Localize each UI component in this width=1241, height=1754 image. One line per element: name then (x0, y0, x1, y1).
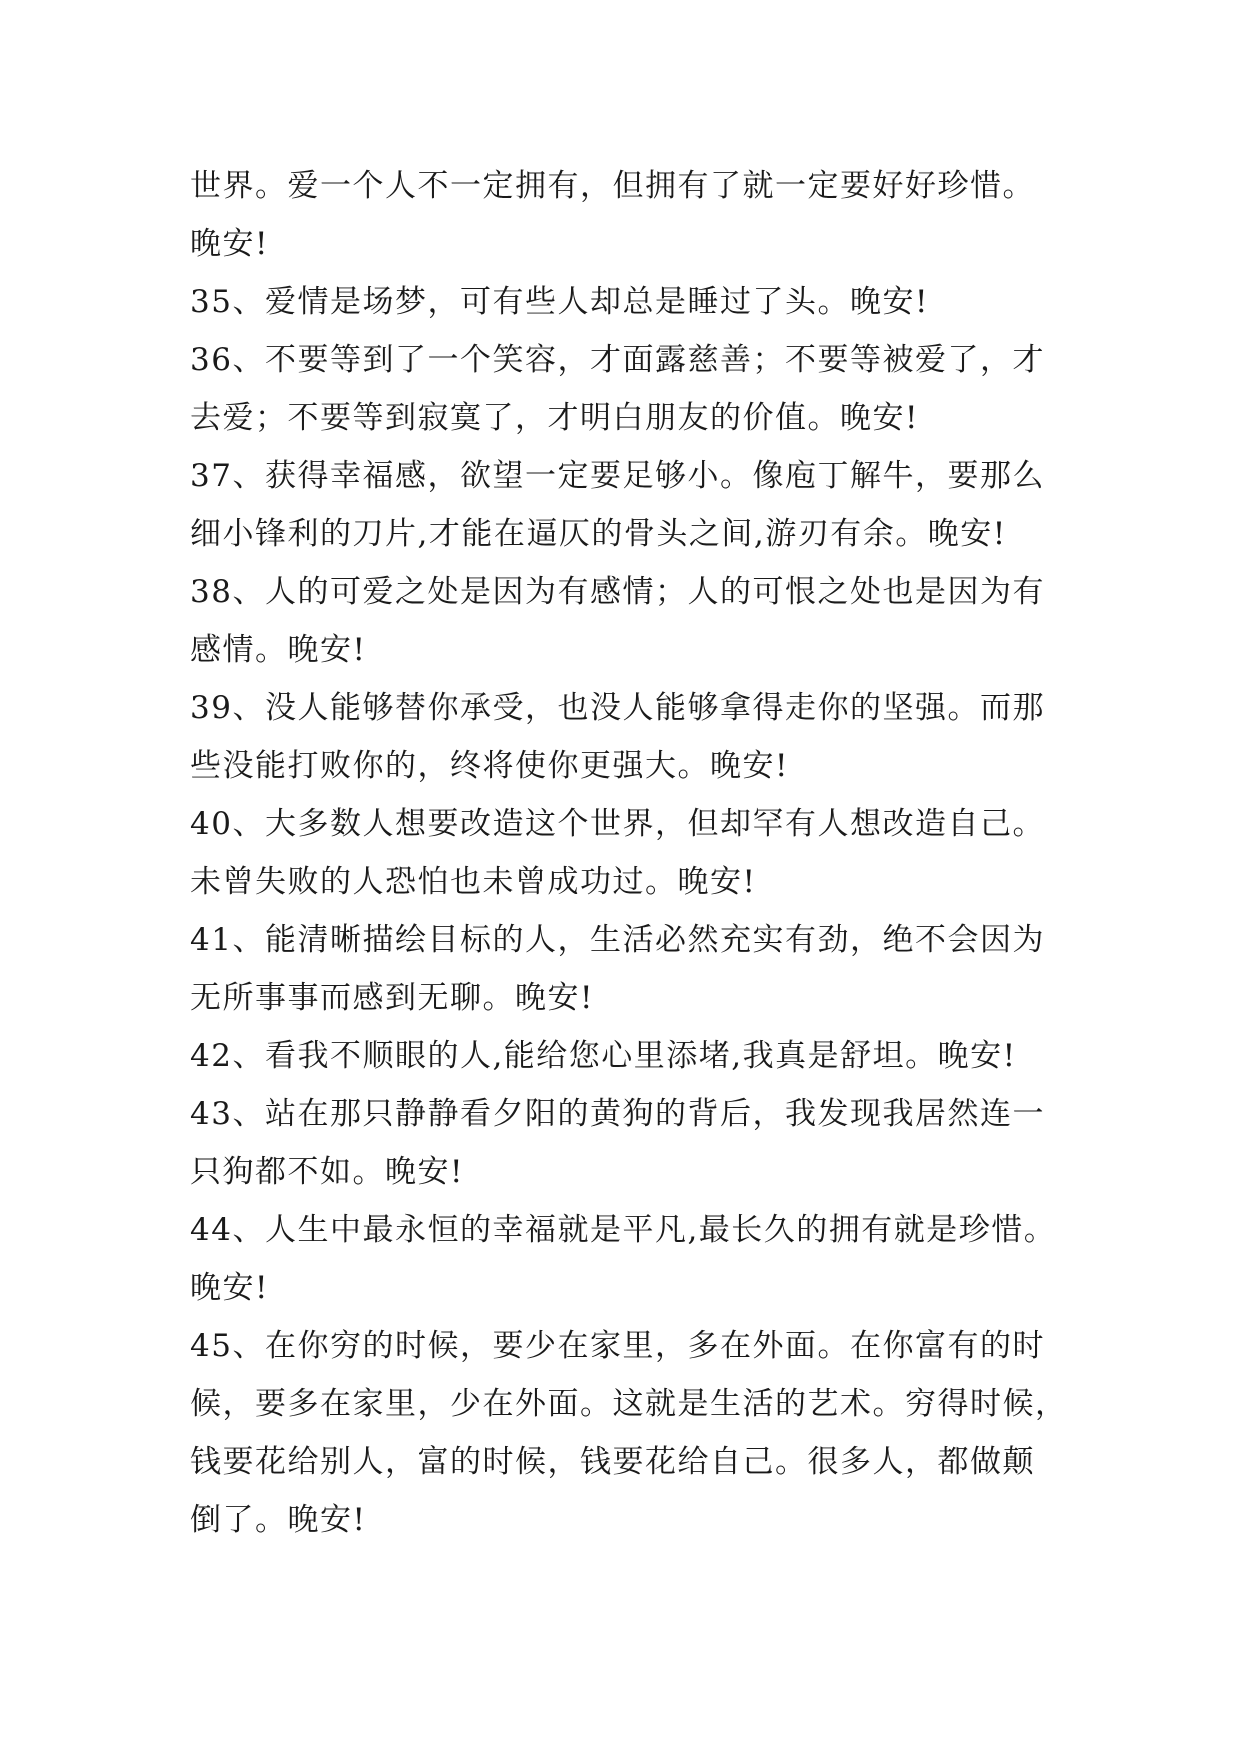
text-line: 44、人生中最永恒的幸福就是平凡,最长久的拥有就是珍惜。 (190, 1212, 1057, 1248)
text-line: 感情。晚安! (190, 632, 367, 668)
text-line: 40、大多数人想要改造这个世界，但却罕有人想改造自己。 (190, 806, 1045, 842)
text-line: 45、在你穷的时候，要少在家里，多在外面。在你富有的时 (190, 1328, 1045, 1364)
text-line: 36、不要等到了一个笑容，才面露慈善；不要等被爱了，才 (190, 342, 1045, 378)
text-line: 倒了。晚安! (190, 1502, 367, 1538)
text-line: 钱要花给别人，富的时候，钱要花给自己。很多人，都做颠 (190, 1444, 1035, 1480)
text-line: 35、爱情是场梦，可有些人却总是睡过了头。晚安! (190, 284, 929, 320)
text-line: 些没能打败你的，终将使你更强大。晚安! (190, 748, 789, 784)
text-line: 只狗都不如。晚安! (190, 1154, 464, 1190)
text-line: 41、能清晰描绘目标的人，生活必然充实有劲，绝不会因为 (190, 922, 1045, 958)
text-line: 晚安! (190, 1270, 269, 1306)
text-line: 39、没人能够替你承受，也没人能够拿得走你的坚强。而那 (190, 690, 1045, 726)
text-line: 候，要多在家里，少在外面。这就是生活的艺术。穷得时候， (190, 1386, 1068, 1422)
text-line: 细小锋利的刀片,才能在逼仄的骨头之间,游刃有余。晚安! (190, 516, 1007, 552)
text-line: 世界。爱一个人不一定拥有，但拥有了就一定要好好珍惜。 (190, 168, 1035, 204)
text-line: 37、获得幸福感，欲望一定要足够小。像庖丁解牛，要那么 (190, 458, 1045, 494)
text-line: 42、看我不顺眼的人,能给您心里添堵,我真是舒坦。晚安! (190, 1038, 1017, 1074)
text-line: 43、站在那只静静看夕阳的黄狗的背后，我发现我居然连一 (190, 1096, 1045, 1132)
text-line: 38、人的可爱之处是因为有感情；人的可恨之处也是因为有 (190, 574, 1045, 610)
body-text (190, 157, 1070, 1549)
text-line: 无所事事而感到无聊。晚安! (190, 980, 594, 1016)
text-line: 晚安! (190, 226, 269, 262)
text-line: 未曾失败的人恐怕也未曾成功过。晚安! (190, 864, 757, 900)
text-line: 去爱；不要等到寂寞了，才明白朋友的价值。晚安! (190, 400, 919, 436)
